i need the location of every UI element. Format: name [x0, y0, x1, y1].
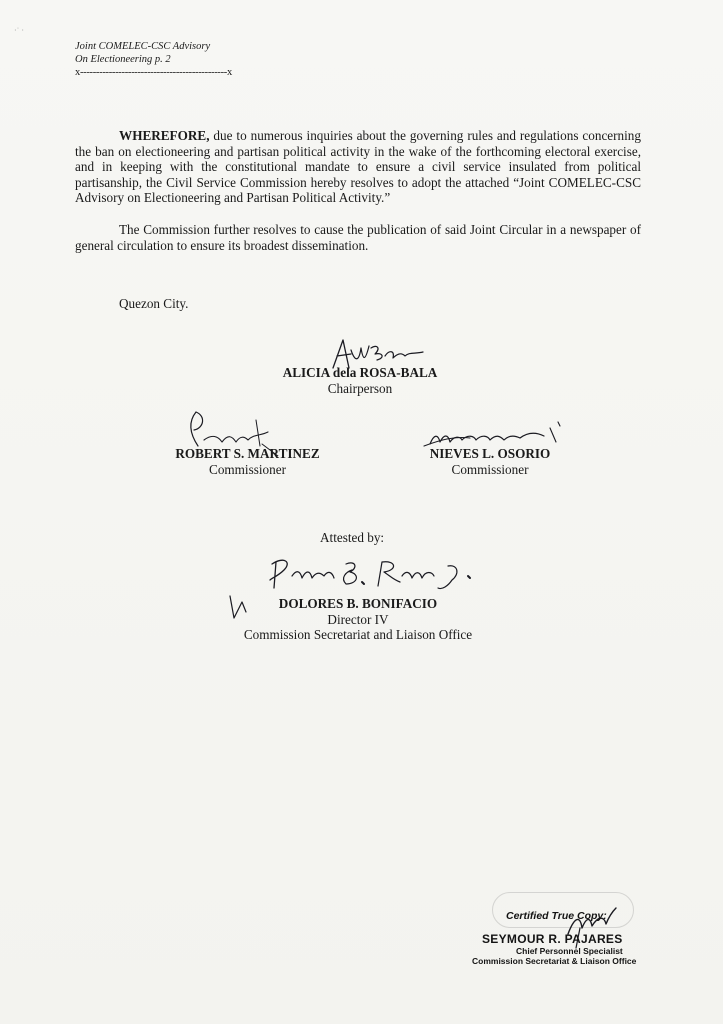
attestation-block	[225, 596, 491, 643]
commissioner2-name: NIEVES L. OSORIO	[429, 446, 551, 461]
city-line: Quezon City.	[119, 296, 189, 311]
chair-block	[240, 365, 480, 396]
body-text	[75, 128, 641, 269]
paragraph-publication: The Commission further resolves to cause the publication of said Joint Circular in a newspaper of general circulation to ensure its broadest dissemination.	[75, 221, 641, 253]
chair-title: Chairperson	[327, 380, 393, 396]
commissioner2-title: Commissioner	[451, 461, 529, 477]
certified-title: Chief Personnel Specialist	[516, 946, 623, 956]
header-separator: x----------------------------------------------x	[75, 67, 232, 78]
commissioner1-block	[135, 446, 360, 477]
chair-name: ALICIA dela ROSA-BALA	[282, 365, 438, 380]
header-line-1: Joint COMELEC-CSC Advisory	[75, 41, 211, 52]
wherefore-lead: WHEREFORE,	[119, 128, 210, 143]
wherefore-text: due to numerous inquiries about the governing rules and regulations concerning the ban on electioneering and partisan political activity in the wake of the forthcoming electoral exercise, and in keeping with the constitutional mandate to ensure a civil service insulated from political partisanship, the Civil Service Commission hereby resolves to adopt the attached “Joint COMELEC-CSC Advisory on Electioneering and Partisan Political Activity.”	[75, 128, 641, 206]
attested-by-label: Attested by:	[320, 530, 385, 545]
certified-label: Certified True Copy:	[506, 910, 607, 922]
attest-name: DOLORES B. BONIFACIO	[278, 596, 438, 611]
certified-office: Commission Secretariat & Liaison Office	[472, 956, 637, 966]
page-header	[75, 40, 232, 79]
attest-signature	[262, 554, 484, 596]
certified-name: SEYMOUR R. PAJARES	[482, 932, 623, 946]
certified-true-copy-block	[466, 910, 666, 966]
commissioner1-name: ROBERT S. MARTINEZ	[175, 446, 320, 461]
scan-specks: ·˙ ·	[14, 26, 24, 35]
attest-title: Director IV	[327, 611, 389, 627]
commissioner2-block	[405, 446, 575, 477]
attest-office: Commission Secretariat and Liaison Office	[243, 627, 473, 643]
header-line-2: On Electioneering p. 2	[75, 54, 171, 65]
commissioner1-title: Commissioner	[209, 461, 286, 477]
paragraph-wherefore	[75, 128, 641, 206]
